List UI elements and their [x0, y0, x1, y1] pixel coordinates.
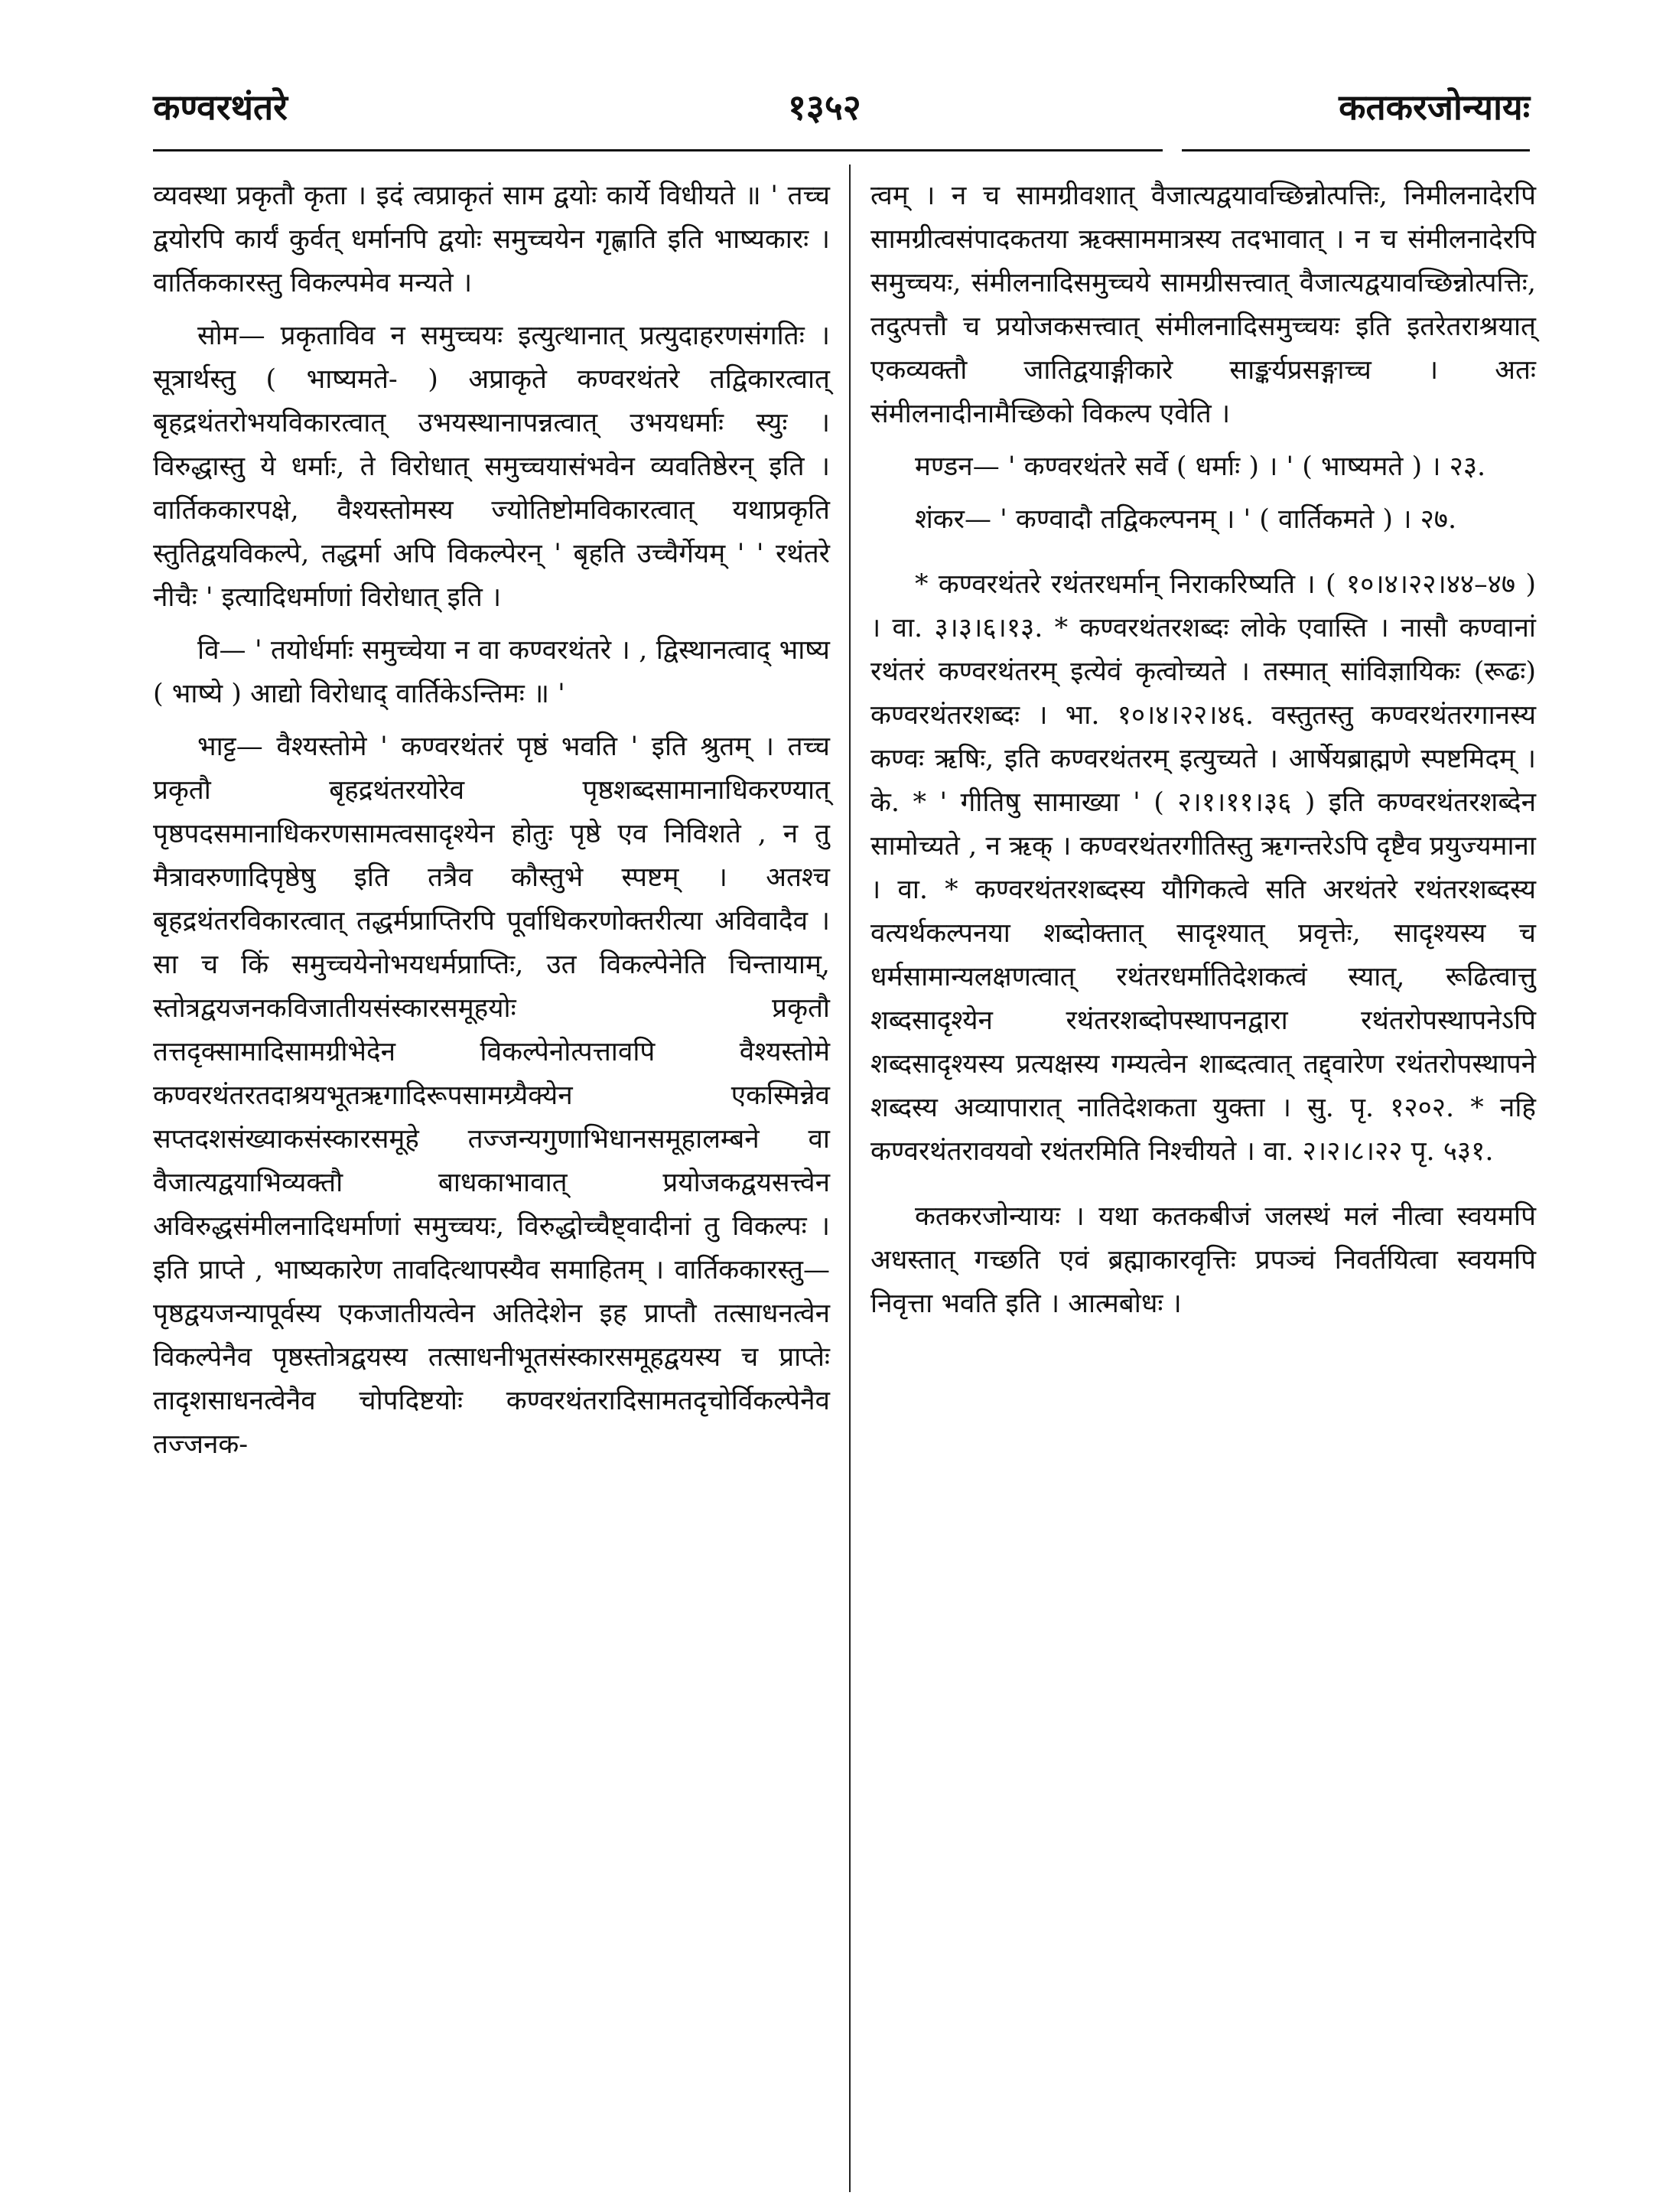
right-column	[870, 174, 1536, 1335]
paragraph: त्वम् । न च सामग्रीवशात् वैजात्यद्वयावच्छिन्नोत्पत्तिः, निमीलनादेरपि सामग्रीत्वसंपादकतया ऋक्साममात्रस्य तदभावात् । न च संमीलनादेरपि समुच्चयः, संमीलनादिसमुच्चये सामग्रीसत्त्वात् वैजात्यद्वयावच्छिन्नोत्पत्तिः, तदुत्पत्तौ च प्रयोजकसत्त्वात् संमीलनादिसमुच्चयः इति इतरेतराश्रयात् एकव्यक्तौ जातिद्वयाङ्गीकारे साङ्कर्यप्रसङ्गाच्च । अतः संमीलनादीनामैच्छिको विकल्प एवेति ।	[870, 181, 1536, 429]
column-divider	[849, 165, 851, 2192]
page-header	[153, 83, 1530, 136]
paragraph-shankara: शंकर— ' कण्वादौ तद्विकल्पनम् । ' ( वार्तिकमते ) । २७.	[915, 504, 1457, 535]
header-rule-left	[153, 149, 1163, 151]
paragraph-soma: सोम— प्रकृताविव न समुच्चयः इत्युत्थानात् प्रत्युदाहरणसंगतिः । सूत्रार्थस्तु ( भाष्यमते- ) अप्राकृते कण्वरथंतरे तद्विकारत्वात् बृहद्रथंतरोभयविकारत्वात् उभयस्थानापन्नत्वात् उभयधर्माः स्युः । विरुद्धास्तु ये धर्माः, ते विरोधात् समुच्चयासंभवेन व्यवतिष्ठेरन् इति । वार्तिककारपक्षे, वैश्यस्तोमस्य ज्योतिष्टोमविकारत्वात् यथाप्रकृति स्तुतिद्वयविकल्पे, तद्धर्मा अपि विकल्पेरन् ' बृहति उच्चैर्गेयम् ' ' रथंतरे नीचैः ' इत्यादिधर्माणां विरोधात् इति ।	[153, 321, 830, 613]
paragraph-katakarajonyaya: कतकरजोन्यायः । यथा कतकबीजं जलस्थं मलं नीत्वा स्वयमपि अधस्तात् गच्छति एवं ब्रह्माकारवृत्तिः प्रपञ्चं निवर्तयित्वा स्वयमपि निवृत्ता भवति इति । आत्मबोधः ।	[870, 1201, 1536, 1319]
paragraph-vi: वि— ' तयोर्धर्माः समुच्चेया न वा कण्वरथंतरे । , द्विस्थानत्वाद् भाष्य ( भाष्ये ) आद्यो विरोधाद् वार्तिकेऽन्तिमः ॥ '	[153, 635, 830, 709]
running-head-right: कतकरजोन्यायः	[1339, 86, 1530, 128]
header-rule-right	[1182, 149, 1530, 151]
paragraph-mandana: मण्डन— ' कण्वरथंतरे सर्वे ( धर्माः ) । ' ( भाष्यमते ) । २३.	[915, 451, 1486, 482]
paragraph-notes: * कण्वरथंतरे रथंतरधर्मान् निराकरिष्यति । ( १०।४।२२।४४–४७ ) । वा. ३।३।६।१३. * कण्वरथंतरशब्दः लोके एवास्ति । नासौ कण्वानां रथंतरं कण्वरथंतरम् इत्येवं कृत्वोच्यते । तस्मात् सांविज्ञायिकः (रूढः) कण्वरथंतरशब्दः । भा. १०।४।२२।४६. वस्तुतस्तु कण्वरथंतरगानस्य कण्वः ऋषिः, इति कण्वरथंतरम् इत्युच्यते । आर्षेयब्राह्मणे स्पष्टमिदम् । के. * ' गीतिषु सामाख्या ' ( २।१।११।३६ ) इति कण्वरथंतरशब्देन सामोच्यते , न ऋक् । कण्वरथंतरगीतिस्तु ऋगन्तरेऽपि दृष्टैव प्रयुज्यमाना । वा. * कण्वरथंतरशब्दस्य यौगिकत्वे सति अरथंतरे रथंतरशब्दस्य वत्यर्थकल्पनया शब्दोक्तात् सादृश्यात् प्रवृत्तेः, सादृश्यस्य च धर्मसामान्यलक्षणत्वात् रथंतरधर्मातिदेशकत्वं स्यात्, रूढित्वात्तु शब्दसादृश्येन रथंतरशब्दोपस्थापनद्वारा रथंतरोपस्थापनेऽपि शब्दसादृश्यस्य प्रत्यक्षस्य गम्यत्वेन शाब्दत्वात् तद्द्वारेण रथंतरोपस्थापने शब्दस्य अव्यापारात् नातिदेशकता युक्ता । सु. पृ. १२०२. * नहि कण्वरथंतरावयवो रथंतरमिति निश्चीयते । वा. २।२।८।२२ पृ. ५३१.	[870, 569, 1536, 1167]
running-head-left: कण्वरथंतरे	[153, 86, 288, 128]
page-number: १३५२	[788, 86, 861, 128]
paragraph-bhatta: भाट्ट— वैश्यस्तोमे ' कण्वरथंतरं पृष्ठं भवति ' इति श्रुतम् । तच्च प्रकृतौ बृहद्रथंतरयोरेव पृष्ठशब्दसामानाधिकरण्यात् पृष्ठपदसमानाधिकरणसामत्वसादृश्येन होतुः पृष्ठे एव निविशते , न तु मैत्रावरुणादिपृष्ठेषु इति तत्रैव कौस्तुभे स्पष्टम् । अतश्च बृहद्रथंतरविकारत्वात् तद्धर्मप्राप्तिरपि पूर्वाधिकरणोक्तरीत्या अविवादैव । सा च किं समुच्चयेनोभयधर्मप्राप्तिः, उत विकल्पेनेति चिन्तायाम्, स्तोत्रद्वयजनकविजातीयसंस्कारसमूहयोः प्रकृतौ तत्तदृक्सामादिसामग्रीभेदेन विकल्पेनोत्पत्तावपि वैश्यस्तोमे कण्वरथंतरतदाश्रयभूतऋगादिरूपसामग्र्यैक्येन एकस्मिन्नेव सप्तदशसंख्याकसंस्कारसमूहे तज्जन्यगुणाभिधानसमूहालम्बने वा वैजात्यद्वयाभिव्यक्तौ बाधकाभावात् प्रयोजकद्वयसत्त्वेन अविरुद्धसंमीलनादिधर्माणां समुच्चयः, विरुद्धोच्चैष्ट्वादीनां तु विकल्पः । इति प्राप्ते , भाष्यकारेण तावदित्थापस्यैव समाहितम् । वार्तिककारस्तु— पृष्ठद्वयजन्यापूर्वस्य एकजातीयत्वेन अतिदेशेन इह प्राप्तौ तत्साधनत्वेन विकल्पेनैव पृष्ठस्तोत्रद्वयस्य तत्साधनीभूतसंस्कारसमूहद्वयस्य च प्राप्तेः तादृशसाधनत्वेनैव चोपदिष्टयोः कण्वरथंतरादिसामतदृचोर्विकल्पेनैव तज्जनक-	[153, 731, 830, 1460]
paragraph: व्यवस्था प्रकृतौ कृता । इदं त्वप्राकृतं साम द्वयोः कार्ये विधीयते ॥ ' तच्च द्वयोरपि कार्यं कुर्वत् धर्मानपि द्वयोः समुच्चयेन गृह्णाति इति भाष्यकारः । वार्तिककारस्तु विकल्पमेव मन्यते ।	[153, 181, 830, 298]
left-column	[153, 174, 830, 1476]
